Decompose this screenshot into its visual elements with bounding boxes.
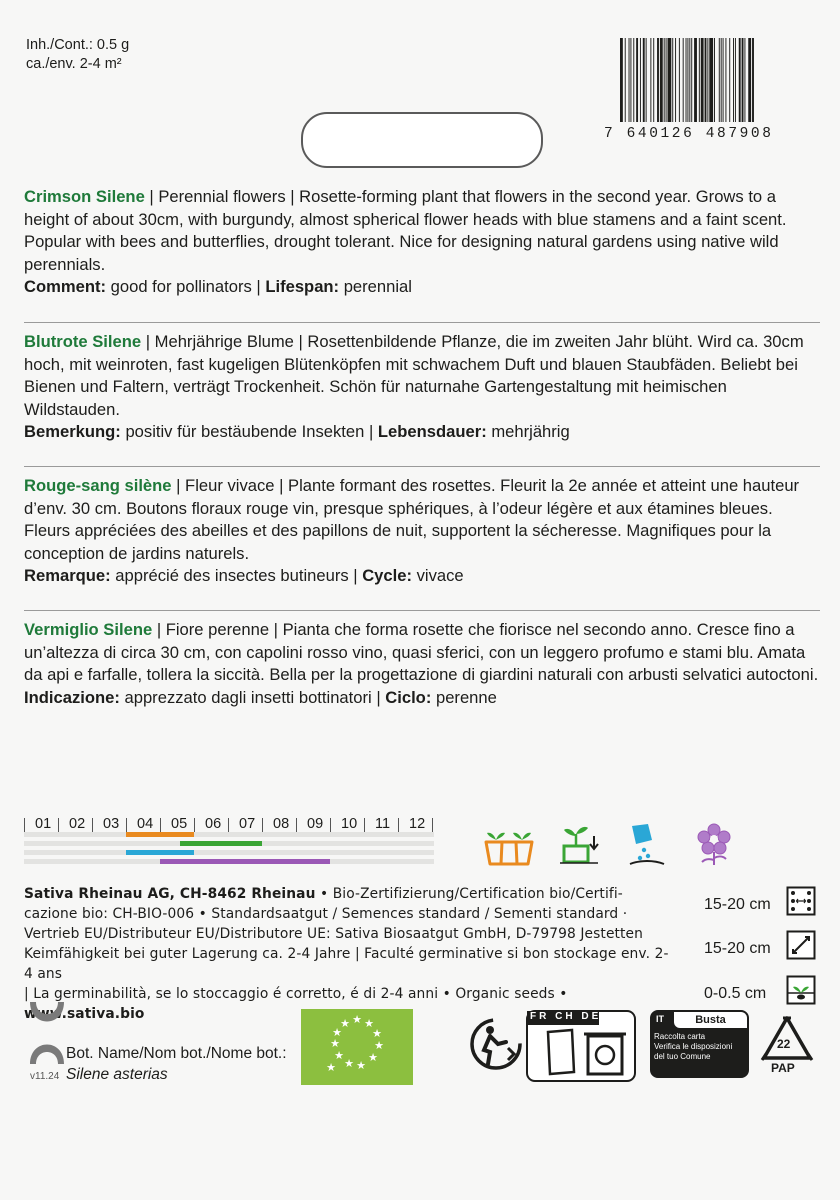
barcode-bar: [630, 38, 631, 122]
eu-organic-logo: [301, 1009, 413, 1085]
month-label: 10: [341, 816, 358, 832]
month-label: 09: [307, 816, 324, 832]
barcode-bar: [719, 38, 720, 122]
barcode-bar: [721, 38, 722, 122]
barcode-bar: [701, 38, 704, 122]
barcode-bar: [625, 38, 626, 122]
barcode-bar: [748, 38, 751, 122]
section-text: | Fleur vivace | Plante formant des rosettes. Fleurit la 2e année et atteint une hauteur d’env. 30 cm. Boutons floraux rouge vin, presque sphériques, à l’odeur légère et aux étamines bleues. Fleurs appréciées des abeilles et des papillons de nuit, supportent la sécheresse. Magnifiques pour la conception de jardins naturels.: [24, 476, 800, 563]
company-name: Sativa Rheinau AG, CH-8462 Rheinau: [24, 886, 316, 902]
comment-label: Bemerkung:: [24, 422, 121, 441]
coverage-area: ca./env. 2-4 m²: [26, 56, 122, 72]
divider: [24, 466, 820, 467]
section-english: [24, 186, 820, 299]
section-title: Rouge-sang silène: [24, 476, 172, 495]
eu-star: ★: [374, 1039, 384, 1052]
eu-star: ★: [344, 1057, 354, 1070]
barcode-bar: [664, 38, 665, 122]
barcode-bar: [668, 38, 672, 122]
barcode-bar: [714, 38, 715, 122]
sowing-depth: 0-0.5 cm: [704, 985, 767, 1002]
barcode-bar: [707, 38, 708, 122]
seed-tray-icon: [484, 826, 534, 866]
month-label: 07: [239, 816, 256, 832]
section-german: [24, 331, 820, 444]
plant-spacing: 15-20 cm: [704, 940, 771, 957]
row-spacing-icon: [786, 886, 816, 916]
barcode-bar: [675, 38, 676, 122]
company-text: Vertrieb EU/Distributeur EU/Distributore UE: Sativa Biosaatgut GmbH, D-79798 Jestetten: [24, 926, 643, 942]
comment-label: Remarque:: [24, 566, 111, 585]
lifespan-label: Ciclo:: [385, 687, 432, 707]
barcode-bar: [733, 38, 734, 122]
lifespan-label: Cycle:: [362, 566, 413, 585]
barcode-bar: [633, 38, 634, 122]
barcode-bar: [694, 38, 697, 122]
barcode-bar: [744, 38, 745, 122]
barcode-bar: [653, 38, 654, 122]
plant-spacing-icon: [786, 930, 816, 960]
barcode-bar: [689, 38, 690, 122]
barcode-bar: [683, 38, 684, 122]
botanical-label: Bot. Name/Nom bot./Nome bot.:: [66, 1045, 287, 1062]
barcode-bar: [723, 38, 724, 122]
botanical-name: [66, 1043, 287, 1085]
barcode-number: 7 640126 487908: [604, 126, 774, 142]
barcode-bar: [643, 38, 645, 122]
month-label: 05: [171, 816, 188, 832]
country-codes: [530, 1011, 601, 1022]
barcode-bar: [735, 38, 736, 122]
barcode-bar: [640, 38, 641, 122]
eu-star: ★: [368, 1051, 378, 1064]
hang-hole: [301, 112, 543, 168]
transplant-icon: [558, 822, 600, 866]
row-spacing: 15-20 cm: [704, 896, 771, 913]
barcode-bar: [725, 38, 726, 122]
lifespan-value: mehrjährig: [486, 422, 570, 441]
barcode-bar: [646, 38, 647, 122]
lifespan-value: perenne: [431, 687, 497, 707]
country-de: DE: [581, 1011, 602, 1022]
barcode-bar: [729, 38, 730, 122]
eu-star: ★: [340, 1017, 350, 1030]
company-text: • Bio-Zertifizierung/Certification bio/Certifi-: [315, 886, 623, 902]
section-french: [24, 475, 820, 588]
website: www.sativa.bio: [24, 1006, 145, 1022]
barcode-bar: [699, 38, 700, 122]
triman-icon: [468, 1016, 524, 1072]
month-label: 06: [205, 816, 222, 832]
it-line: Raccolta carta: [654, 1032, 706, 1041]
comment-label: Indicazione:: [24, 687, 120, 707]
eu-star: ★: [332, 1026, 342, 1039]
barcode-bar: [672, 38, 673, 122]
section-title: Crimson Silene: [24, 187, 145, 206]
pap-label: PAP: [771, 1061, 795, 1075]
calendar-bar-sow-indoor: [126, 832, 194, 837]
it-title: Busta: [674, 1012, 747, 1028]
lifespan-value: vivace: [412, 566, 464, 585]
eu-star: ★: [356, 1059, 366, 1072]
it-label: IT: [656, 1014, 664, 1024]
barcode-bar: [629, 38, 630, 122]
content-info: [26, 36, 129, 74]
barcode-bar: [657, 38, 659, 122]
italian-recycling-box: [650, 1010, 749, 1078]
barcode-bar: [687, 38, 688, 122]
barcode-bar: [636, 38, 638, 122]
eu-star: ★: [326, 1061, 336, 1074]
eu-star: ★: [352, 1013, 362, 1026]
comment-value: apprezzato dagli insetti bottinatori |: [119, 687, 386, 707]
month-label: 11: [375, 816, 391, 832]
eu-star: ★: [334, 1049, 344, 1062]
lifespan-value: perennial: [339, 277, 412, 296]
barcode-bar: [739, 38, 741, 122]
barcode-bar: [709, 38, 713, 122]
botanical-species: Silene asterias: [66, 1066, 168, 1083]
barcode-bar: [620, 38, 623, 122]
divider: [24, 610, 820, 611]
comment-value: apprécié des insectes butineurs |: [110, 566, 363, 585]
lifespan-label: Lifespan:: [265, 277, 340, 296]
company-text: cazione bio: CH-BIO-006 • Standardsaatgut / Semences standard / Sementi standard ·: [24, 906, 628, 922]
lifespan-label: Lebensdauer:: [377, 422, 487, 441]
barcode-bar: [650, 38, 651, 122]
it-line: Verifica le disposizioni: [654, 1042, 733, 1051]
it-instructions: [654, 1032, 745, 1062]
company-text: | La germinabilità, se lo stoccaggio é corretto, é di 2-4 anni • Organic seeds •: [24, 986, 568, 1002]
section-text: | Perennial flowers | Rosette-forming plant that flowers in the second year. Grows to a height of about 30cm, with burgundy, almost spherical flower heads with blue stamens and a faint scent. Popular with bees and butterflies, drought tolerant. Nice for designing natural gardens using native wild perennials.: [24, 187, 787, 274]
divider: [24, 322, 820, 323]
direct-sow-icon: [626, 822, 666, 866]
calendar-bar-bloom: [160, 859, 330, 864]
calendar-bars: [24, 832, 436, 868]
barcode-bar: [691, 38, 692, 122]
calendar-bar-plant-out: [180, 841, 262, 846]
calendar-track: [24, 850, 434, 855]
country-ch: CH: [555, 1011, 576, 1022]
month-label: 03: [103, 816, 120, 832]
month-label: 12: [409, 816, 426, 832]
section-italian: [24, 619, 820, 709]
section-title: Blutrote Silene: [24, 332, 142, 351]
barcode-bar: [686, 38, 687, 122]
flower-icon: [694, 822, 734, 866]
barcode: [620, 38, 810, 122]
eu-star: ★: [364, 1017, 374, 1030]
month-label: 01: [35, 816, 52, 832]
content-weight: Inh./Cont.: 0.5 g: [26, 37, 130, 53]
calendar-bar-sow-direct: [126, 850, 194, 855]
sowing-depth-icon: [786, 975, 816, 1005]
section-text: | Fiore perenne | Pianta che forma rosette che fiorisce nel secondo anno. Cresce fino a un’altezza di circa 30 cm, con capolini rosso vino, quasi sferici, con un leggero profumo e stami blu. Amata da api e farfalle, tollera la siccità. Bella per la progettazione di giardini naturali con arbusti selvatici autoctoni.: [24, 620, 819, 684]
comment-value: good for pollinators |: [106, 277, 266, 296]
pap-number: 22: [777, 1037, 791, 1051]
calendar-track: [24, 832, 434, 837]
section-title: Vermiglio Silene: [24, 620, 153, 639]
tactile-marks: [26, 998, 68, 1070]
comment-value: positiv für bestäubende Insekten |: [120, 422, 378, 441]
barcode-bar: [660, 38, 663, 122]
country-fr: FR: [530, 1011, 550, 1022]
it-line: del tuo Comune: [654, 1052, 711, 1061]
company-text: Keimfähigkeit bei guter Lagerung ca. 2-4 Jahre | Faculté germinative si bon stockage env. 2-4 ans: [24, 946, 669, 982]
month-label: 04: [137, 816, 154, 832]
company-info: [24, 884, 669, 1024]
barcode-bar: [742, 38, 744, 122]
comment-label: Comment:: [24, 277, 107, 296]
barcode-bar: [752, 38, 754, 122]
month-label: 08: [273, 816, 290, 832]
barcode-bar: [705, 38, 707, 122]
section-text: | Mehrjährige Blume | Rosettenbildende Pflanze, die im zweiten Jahr blüht. Wird ca. 30cm hoch, mit weinroten, fast kugeligen Blütenköpfen mit schwachem Duft und blauen Staubfäden. Beliebt bei Bienen und Faltern, verträgt Trockenheit. Schön für naturnahe Gartengestaltung mit heimischen Wildstauden.: [24, 332, 804, 419]
eu-star: ★: [372, 1027, 382, 1040]
month-label: 02: [69, 816, 86, 832]
barcode-bar: [666, 38, 667, 122]
eu-star: ★: [330, 1037, 340, 1050]
version-label: v11.24: [30, 1071, 60, 1082]
barcode-bar: [679, 38, 680, 122]
